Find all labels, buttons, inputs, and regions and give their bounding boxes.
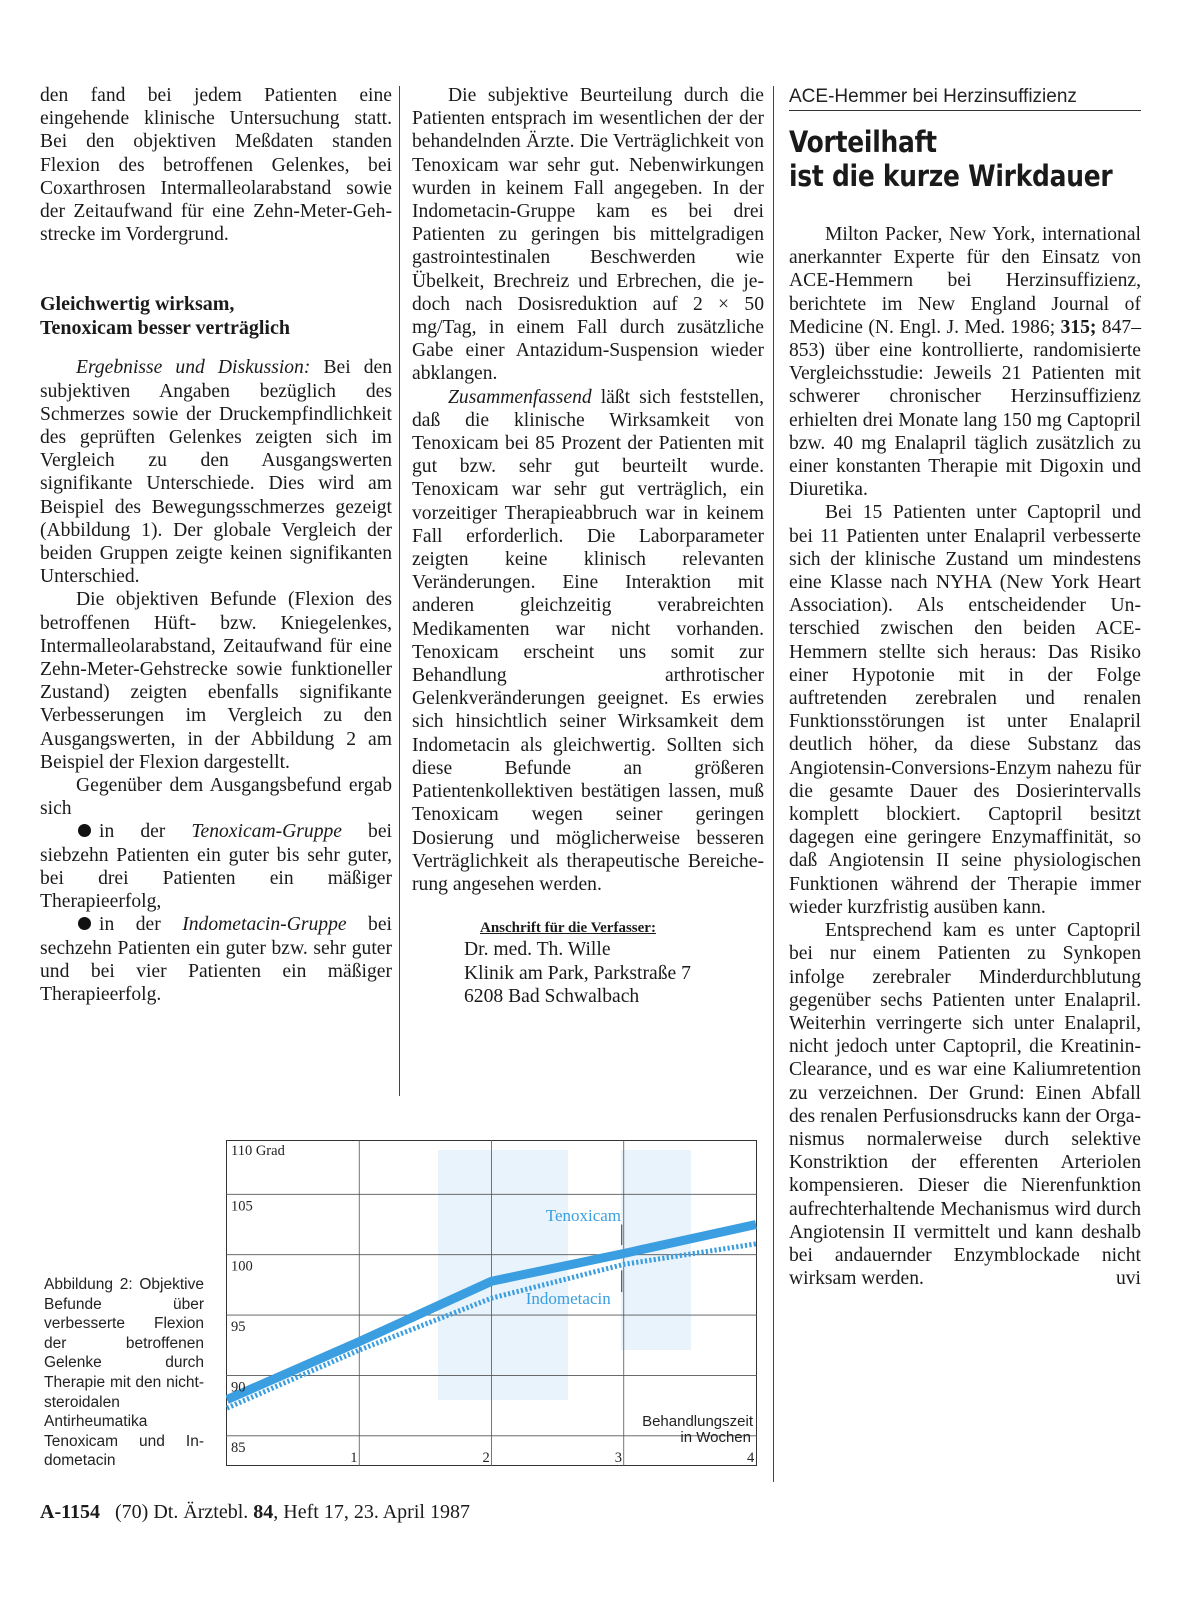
bullet-item [40, 913, 392, 1006]
figure-caption: Abbildung 2: Objektive Befunde über verbesserte Flexion der betroffenen Gelenke durch Therapie mit den nicht-steroidalen Antirheumatika Tenoxicam und Indometacin [44, 1276, 204, 1470]
y-tick-label: 105 [231, 1198, 253, 1215]
paragraph: Die subjektive Beurteilung durch die Patienten entsprach im wesentlichen der der behandelnden Ärzte. Die Verträglichkeit von Tenoxicam war sehr gut. Nebenwirkungen wurden in keinem Fall angegeben. In der Indometacin-Gruppe kam es bei drei Patienten zu geringen bis mittelgradigen gastrointestinalen Beschwerden wie Übelkeit, Brechreiz und Erbrechen, die jedoch nach Dosisreduktion auf 2 × 50 mg/Tag, in einem Fall durch zusätzliche Gabe einer Antazidum-Suspension wieder abklangen. [412, 85, 764, 385]
address-line: Dr. med. Th. Wille [464, 939, 611, 961]
y-tick-label: 90 [231, 1379, 246, 1396]
series-label-tenoxicam: Tenoxicam [545, 1205, 622, 1225]
headline-line-2: ist die kurze Wirkdauer [789, 159, 1113, 193]
subheading [40, 292, 392, 340]
article-headline [789, 125, 1133, 193]
paragraph: den fand bei jedem Patienten eine eingehende klinische Untersuchung statt. Bei den objektiven Meßdaten standen Flexion des betroffenen Gelenkes, bei Coxarthrosen Intermalleolarabstand sowie der Zeitaufwand für eine Zehn-Meter-Gehstrecke im Vordergrund. [40, 85, 392, 246]
paragraph-text: Bei den subjektiven Angaben bezüglich des Schmerzes sowie der Druckempfindlichkeit des geprüften Gelenkes zeigten sich im Vergleich zu den Ausgangswerten signifikante Unterschiede. Dies wird am Beispiel des Bewegungsschmerzes gezeigt (Abbildung 1). Der globale Vergleich der beiden Gruppen zeigte keinen signifikanten Unterschied. [40, 357, 393, 588]
article-kicker: ACE-Hemmer bei Herzinsuffizienz [789, 84, 1141, 111]
page-footer [40, 1500, 470, 1524]
headline-line-1: Vorteilhaft [789, 125, 937, 159]
series-label-indometacin: Indometacin [525, 1289, 611, 1309]
author-address [412, 918, 764, 1009]
address-line: 6208 Bad Schwalbach [464, 986, 640, 1008]
x-tick-label: 3 [614, 1450, 622, 1466]
paragraph-text: 847–853) über eine kontrollierte, randomisierte Vergleichsstudie: Jeweils 21 Patienten mit schwerer chronischer Herzinsuffizienz erhielten drei Monate lang 150 mg Captopril bzw. 40 mg Enalapril täglich zusätzlich zu einer konstanten Therapie mit Digoxin und Diuretika. [789, 316, 1141, 501]
bullet-item [40, 820, 392, 913]
paragraph [789, 919, 1141, 1290]
y-tick-label: 100 [231, 1258, 253, 1275]
column-middle [412, 84, 764, 1009]
x-tick-label: 1 [350, 1450, 358, 1466]
y-axis-unit-label: 110 Grad [231, 1143, 285, 1159]
x-axis-note: in Wochen [680, 1429, 751, 1446]
x-tick-label: 2 [482, 1450, 490, 1466]
paragraph-text: Entsprechend kam es unter Captopril bei nur einem Patienten zu Synkopen infolge zerebraler Minderdurchblutung gegenüber sechs Patienten unter Enalapril. Weiterhin verringerte sich unter Enalapril, nicht jedoch unter Captopril, die Kreatinin-Clearance, und es war eine Kaliumretention zu verzeichnen. Der Grund: Einen Abfall des renalen Perfusionsdrucks kann der Organismus normalerweise durch selektive Konstriktion der efferenten Arteriolen kompensieren. Dieser die Nierenfunktion aufrechterhaltende Mechanismus wird durch Angiotensin II vermittelt und kann deshalb bei andauernder Enzymblockade nicht wirksam werden. [789, 920, 1141, 1290]
y-tick-label: 85 [231, 1439, 246, 1456]
page-number: A-1154 [40, 1501, 100, 1523]
italic-lead: Ergebnisse und Diskussion: [76, 357, 311, 379]
paragraph: Bei 15 Patienten unter Captopril und bei 11 Patienten unter Enalapril verbesserte sich der klinische Zustand um mindestens eine Klasse nach NYHA (New York Heart Association). Als entscheidender Unterschied zwischen den beiden ACE-Hemmern stellte sich heraus: Das Risiko einer Hypotonie mit in der Folge auftretenden zerebralen und renalen Funktionsstörungen ist unter Enalapril deutlich höher, da diese Substanz das Angiotensin-Conversions-Enzym nahezu für die gesamte Dauer des Dosierintervalls komplett blockiert. Captopril besitzt dagegen eine geringere Enzymaffinität, so daß Angiotensin II seine physiologischen Funktionen während der Therapie immer wieder kurzfristig ausüben kann. [789, 502, 1141, 918]
bullet-text: bei sechzehn Patienten ein guter bzw. sehr guter und bei vier Patienten ein mäßiger Therapieerfolg. [40, 914, 392, 1005]
bullet-text: in der [99, 821, 192, 843]
volume-number: 84 [253, 1501, 274, 1523]
address-heading: Anschrift für die Verfasser: [480, 920, 656, 937]
bullet-italic: Indometacin-Gruppe [182, 914, 347, 936]
x-tick-label: 4 [747, 1450, 755, 1466]
bullet-text: in der [99, 914, 183, 936]
column-divider [399, 86, 400, 1096]
column-divider [773, 86, 774, 1482]
flexion-chart [226, 1140, 757, 1466]
bullet-italic: Tenoxicam-Gruppe [191, 821, 342, 843]
y-tick-label: 95 [231, 1319, 246, 1336]
x-axis-note: Behandlungszeit [642, 1413, 753, 1430]
address-line: Klinik am Park, Parkstraße 7 [464, 962, 691, 984]
paragraph-text: Milton Packer, New York, international anerkannter Experte für den Einsatz von ACE-Hemmern bei Herzinsuffizienz, berichtete im New England Journal of Medicine (N. Engl. J. Med. 1986; [789, 224, 1141, 338]
paragraph [412, 386, 764, 896]
author-signature: uvi [1115, 1268, 1141, 1290]
journal-ref-rest: , Heft 17, 23. April 1987 [273, 1501, 470, 1523]
paragraph [40, 356, 392, 588]
volume-number: 315; [1060, 316, 1097, 338]
journal-ref: (70) Dt. Ärztebl. [115, 1501, 254, 1523]
paragraph: Gegenüber dem Ausgangsbefund ergab sich [40, 775, 392, 820]
bullet-icon [78, 824, 91, 837]
subheading-line-1: Gleichwertig wirksam, [40, 293, 235, 316]
paragraph-text: läßt sich feststellen, daß die klinische Wirksamkeit von Tenoxicam bei 85 Prozent der Patienten mit gut bzw. sehr gut beurteilt wurde. Tenoxicam war sehr gut verträglich, ein vorzeitiger Therapieabbruch war in keinem Fall erforderlich. Die Laborparameter zeigten keine klinisch relevanten Veränderungen. Eine Interaktion mit anderen gleichzeitig verabreichten Medikamenten war nicht vorhanden. Tenoxicam erscheint uns somit zur Behandlung arthrotischer Gelenkveränderungen geeignet. Es erwies sich hinsichtlich seiner Wirksamkeit dem Indometacin als gleichwertig. Sollten sich diese Befunde an größeren Patientenkollektiven bestätigen lassen, muß Tenoxicam wegen seiner geringen Dosierung und möglicherweise besseren Verträglichkeit als therapeutische Bereicherung angesehen werden. [412, 386, 764, 895]
bullet-icon [78, 917, 91, 930]
column-left [40, 84, 392, 1006]
chart-background [438, 1150, 691, 1400]
bullet-text: bei siebzehn Patienten ein guter bis sehr guter, bei drei Patienten ein mäßiger Therapieerfolg, [40, 821, 392, 913]
italic-lead: Zusammenfassend [448, 386, 592, 408]
paragraph: Die objektiven Befunde (Flexion des betroffenen Hüft- bzw. Kniegelenkes, Intermalleolarabstand, Zeitaufwand für eine Zehn-Meter-Gehstrecke sowie funktioneller Zustand) zeigten ebenfalls signifikante Verbesserungen im Vergleich zu den Ausgangswerten, in der Abbildung 2 am Beispiel der Flexion dargestellt. [40, 589, 392, 773]
column-right [789, 84, 1141, 1290]
paragraph [789, 223, 1141, 501]
subheading-line-2: Tenoxicam besser verträglich [40, 317, 290, 340]
